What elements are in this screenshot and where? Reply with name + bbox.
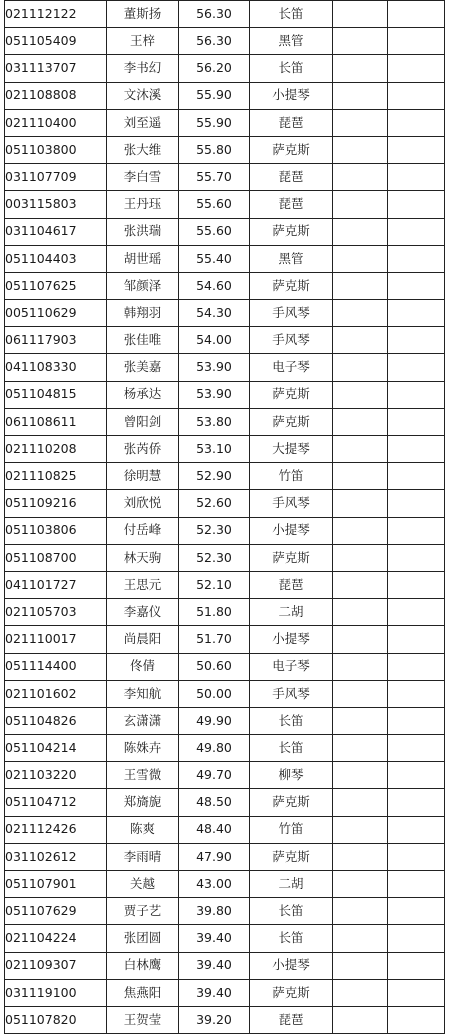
- empty-cell: [388, 735, 445, 762]
- student-id-cell: 021110208: [5, 436, 107, 463]
- empty-cell: [333, 109, 388, 136]
- score-cell: 55.60: [179, 218, 250, 245]
- empty-cell: [333, 707, 388, 734]
- student-name-cell: 王梓: [107, 28, 179, 55]
- table-row: [5, 707, 445, 734]
- score-cell: 49.80: [179, 735, 250, 762]
- empty-cell: [388, 871, 445, 898]
- empty-cell: [333, 463, 388, 490]
- empty-cell: [333, 136, 388, 163]
- table-row: [5, 680, 445, 707]
- table-row: [5, 1, 445, 28]
- student-name-cell: 张洪瑞: [107, 218, 179, 245]
- empty-cell: [333, 735, 388, 762]
- table-row: [5, 571, 445, 598]
- student-name-cell: 刘欣悦: [107, 490, 179, 517]
- score-cell: 53.90: [179, 354, 250, 381]
- instrument-cell: 黑管: [250, 28, 333, 55]
- student-name-cell: 张美嘉: [107, 354, 179, 381]
- student-id-cell: 041101727: [5, 571, 107, 598]
- score-cell: 49.70: [179, 762, 250, 789]
- empty-cell: [388, 952, 445, 979]
- student-id-cell: 031113707: [5, 55, 107, 82]
- score-cell: 55.40: [179, 245, 250, 272]
- score-cell: 54.60: [179, 272, 250, 299]
- empty-cell: [333, 952, 388, 979]
- student-id-cell: 051105409: [5, 28, 107, 55]
- empty-cell: [388, 463, 445, 490]
- instrument-cell: 柳琴: [250, 762, 333, 789]
- instrument-cell: 手风琴: [250, 680, 333, 707]
- student-id-cell: 005110629: [5, 300, 107, 327]
- table-row: [5, 843, 445, 870]
- score-cell: 51.80: [179, 599, 250, 626]
- instrument-cell: 萨克斯: [250, 979, 333, 1006]
- instrument-cell: 长笛: [250, 707, 333, 734]
- score-cell: 55.90: [179, 82, 250, 109]
- instrument-cell: 黑管: [250, 245, 333, 272]
- student-name-cell: 林天驹: [107, 544, 179, 571]
- instrument-cell: 琵琶: [250, 191, 333, 218]
- student-name-cell: 李知航: [107, 680, 179, 707]
- student-id-cell: 021108808: [5, 82, 107, 109]
- table-row: [5, 626, 445, 653]
- empty-cell: [388, 789, 445, 816]
- empty-cell: [388, 517, 445, 544]
- student-id-cell: 021110017: [5, 626, 107, 653]
- student-id-cell: 003115803: [5, 191, 107, 218]
- score-cell: 53.10: [179, 436, 250, 463]
- empty-cell: [333, 28, 388, 55]
- instrument-cell: 小提琴: [250, 626, 333, 653]
- student-name-cell: 张佳唯: [107, 327, 179, 354]
- table-row: [5, 735, 445, 762]
- empty-cell: [333, 164, 388, 191]
- score-cell: 48.40: [179, 816, 250, 843]
- student-name-cell: 文沐溪: [107, 82, 179, 109]
- instrument-cell: 二胡: [250, 599, 333, 626]
- table-row: [5, 925, 445, 952]
- student-name-cell: 李白雪: [107, 164, 179, 191]
- table-row: [5, 871, 445, 898]
- score-cell: 43.00: [179, 871, 250, 898]
- student-id-cell: 051104403: [5, 245, 107, 272]
- empty-cell: [388, 136, 445, 163]
- student-id-cell: 021110400: [5, 109, 107, 136]
- table-row: [5, 327, 445, 354]
- student-id-cell: 021101602: [5, 680, 107, 707]
- empty-cell: [388, 82, 445, 109]
- score-cell: 56.30: [179, 28, 250, 55]
- instrument-cell: 萨克斯: [250, 218, 333, 245]
- student-id-cell: 051107625: [5, 272, 107, 299]
- student-id-cell: 031104617: [5, 218, 107, 245]
- empty-cell: [388, 680, 445, 707]
- student-id-cell: 051107901: [5, 871, 107, 898]
- empty-cell: [333, 843, 388, 870]
- empty-cell: [333, 979, 388, 1006]
- empty-cell: [388, 925, 445, 952]
- score-cell: 55.60: [179, 191, 250, 218]
- instrument-cell: 竹笛: [250, 816, 333, 843]
- empty-cell: [388, 408, 445, 435]
- instrument-cell: 长笛: [250, 55, 333, 82]
- table-row: [5, 762, 445, 789]
- score-cell: 39.40: [179, 925, 250, 952]
- table-row: [5, 816, 445, 843]
- instrument-cell: 萨克斯: [250, 843, 333, 870]
- student-name-cell: 李嘉仪: [107, 599, 179, 626]
- student-name-cell: 张大维: [107, 136, 179, 163]
- student-name-cell: 陈姝卉: [107, 735, 179, 762]
- score-cell: 52.30: [179, 517, 250, 544]
- table-row: [5, 245, 445, 272]
- empty-cell: [388, 109, 445, 136]
- student-name-cell: 王雪微: [107, 762, 179, 789]
- table-row: [5, 109, 445, 136]
- student-id-cell: 021112426: [5, 816, 107, 843]
- table-row: [5, 436, 445, 463]
- student-name-cell: 关越: [107, 871, 179, 898]
- score-cell: 52.30: [179, 544, 250, 571]
- empty-cell: [333, 816, 388, 843]
- table-row: [5, 300, 445, 327]
- table-row: [5, 979, 445, 1006]
- student-name-cell: 玄潇潇: [107, 707, 179, 734]
- student-name-cell: 贾子艺: [107, 898, 179, 925]
- empty-cell: [388, 436, 445, 463]
- score-cell: 56.30: [179, 1, 250, 28]
- student-name-cell: 张团圆: [107, 925, 179, 952]
- empty-cell: [333, 490, 388, 517]
- student-name-cell: 王贺莹: [107, 1006, 179, 1033]
- score-cell: 54.00: [179, 327, 250, 354]
- table-row: [5, 517, 445, 544]
- student-id-cell: 051104815: [5, 381, 107, 408]
- empty-cell: [388, 191, 445, 218]
- results-table-body: [5, 1, 445, 1034]
- empty-cell: [388, 898, 445, 925]
- student-id-cell: 041108330: [5, 354, 107, 381]
- score-cell: 39.40: [179, 952, 250, 979]
- score-sheet: [4, 0, 445, 1034]
- empty-cell: [388, 571, 445, 598]
- student-name-cell: 尚晨阳: [107, 626, 179, 653]
- instrument-cell: 琵琶: [250, 164, 333, 191]
- empty-cell: [333, 55, 388, 82]
- instrument-cell: 萨克斯: [250, 408, 333, 435]
- table-row: [5, 544, 445, 571]
- student-name-cell: 付岳峰: [107, 517, 179, 544]
- student-name-cell: 王丹珏: [107, 191, 179, 218]
- table-row: [5, 55, 445, 82]
- empty-cell: [388, 843, 445, 870]
- score-cell: 48.50: [179, 789, 250, 816]
- empty-cell: [333, 544, 388, 571]
- table-row: [5, 28, 445, 55]
- table-row: [5, 952, 445, 979]
- instrument-cell: 电子琴: [250, 653, 333, 680]
- empty-cell: [388, 354, 445, 381]
- student-name-cell: 郑旖旎: [107, 789, 179, 816]
- student-id-cell: 021104224: [5, 925, 107, 952]
- table-row: [5, 218, 445, 245]
- student-name-cell: 佟倩: [107, 653, 179, 680]
- empty-cell: [388, 218, 445, 245]
- empty-cell: [333, 381, 388, 408]
- student-id-cell: 021112122: [5, 1, 107, 28]
- empty-cell: [333, 762, 388, 789]
- empty-cell: [388, 381, 445, 408]
- score-cell: 55.70: [179, 164, 250, 191]
- instrument-cell: 长笛: [250, 898, 333, 925]
- instrument-cell: 竹笛: [250, 463, 333, 490]
- empty-cell: [388, 1006, 445, 1033]
- instrument-cell: 琵琶: [250, 571, 333, 598]
- table-row: [5, 653, 445, 680]
- instrument-cell: 手风琴: [250, 490, 333, 517]
- table-row: [5, 272, 445, 299]
- empty-cell: [388, 327, 445, 354]
- student-name-cell: 王思元: [107, 571, 179, 598]
- score-cell: 55.90: [179, 109, 250, 136]
- student-name-cell: 白林鹰: [107, 952, 179, 979]
- empty-cell: [333, 354, 388, 381]
- score-cell: 39.20: [179, 1006, 250, 1033]
- table-row: [5, 381, 445, 408]
- instrument-cell: 萨克斯: [250, 544, 333, 571]
- instrument-cell: 小提琴: [250, 952, 333, 979]
- instrument-cell: 小提琴: [250, 517, 333, 544]
- student-name-cell: 董斯扬: [107, 1, 179, 28]
- empty-cell: [333, 789, 388, 816]
- empty-cell: [388, 599, 445, 626]
- empty-cell: [333, 408, 388, 435]
- instrument-cell: 长笛: [250, 1, 333, 28]
- empty-cell: [388, 979, 445, 1006]
- instrument-cell: 萨克斯: [250, 272, 333, 299]
- table-row: [5, 898, 445, 925]
- student-id-cell: 031119100: [5, 979, 107, 1006]
- empty-cell: [333, 245, 388, 272]
- empty-cell: [388, 544, 445, 571]
- empty-cell: [388, 164, 445, 191]
- empty-cell: [333, 517, 388, 544]
- empty-cell: [333, 626, 388, 653]
- student-name-cell: 陈爽: [107, 816, 179, 843]
- empty-cell: [333, 191, 388, 218]
- score-cell: 50.00: [179, 680, 250, 707]
- score-cell: 53.80: [179, 408, 250, 435]
- empty-cell: [388, 1, 445, 28]
- student-id-cell: 031102612: [5, 843, 107, 870]
- student-id-cell: 051104826: [5, 707, 107, 734]
- instrument-cell: 长笛: [250, 925, 333, 952]
- score-cell: 52.90: [179, 463, 250, 490]
- empty-cell: [333, 272, 388, 299]
- empty-cell: [333, 680, 388, 707]
- student-id-cell: 051114400: [5, 653, 107, 680]
- empty-cell: [388, 245, 445, 272]
- student-name-cell: 李书幻: [107, 55, 179, 82]
- empty-cell: [333, 898, 388, 925]
- student-name-cell: 邹颜泽: [107, 272, 179, 299]
- empty-cell: [333, 82, 388, 109]
- student-id-cell: 051108700: [5, 544, 107, 571]
- instrument-cell: 萨克斯: [250, 789, 333, 816]
- score-cell: 56.20: [179, 55, 250, 82]
- empty-cell: [333, 300, 388, 327]
- score-cell: 54.30: [179, 300, 250, 327]
- empty-cell: [333, 925, 388, 952]
- instrument-cell: 电子琴: [250, 354, 333, 381]
- empty-cell: [388, 55, 445, 82]
- score-cell: 39.40: [179, 979, 250, 1006]
- student-name-cell: 徐明慧: [107, 463, 179, 490]
- table-row: [5, 354, 445, 381]
- empty-cell: [333, 1006, 388, 1033]
- student-name-cell: 胡世瑶: [107, 245, 179, 272]
- student-id-cell: 061108611: [5, 408, 107, 435]
- empty-cell: [388, 28, 445, 55]
- score-cell: 47.90: [179, 843, 250, 870]
- table-row: [5, 490, 445, 517]
- score-cell: 53.90: [179, 381, 250, 408]
- student-name-cell: 刘至遥: [107, 109, 179, 136]
- empty-cell: [333, 571, 388, 598]
- empty-cell: [333, 436, 388, 463]
- student-id-cell: 051104214: [5, 735, 107, 762]
- table-row: [5, 1006, 445, 1033]
- instrument-cell: 二胡: [250, 871, 333, 898]
- table-row: [5, 463, 445, 490]
- instrument-cell: 琵琶: [250, 1006, 333, 1033]
- table-row: [5, 136, 445, 163]
- results-table: [4, 0, 445, 1034]
- empty-cell: [333, 871, 388, 898]
- empty-cell: [388, 490, 445, 517]
- student-id-cell: 051104712: [5, 789, 107, 816]
- student-name-cell: 张芮侨: [107, 436, 179, 463]
- empty-cell: [388, 300, 445, 327]
- student-id-cell: 051107820: [5, 1006, 107, 1033]
- student-id-cell: 021110825: [5, 463, 107, 490]
- student-id-cell: 051107629: [5, 898, 107, 925]
- student-name-cell: 杨承达: [107, 381, 179, 408]
- empty-cell: [333, 218, 388, 245]
- student-id-cell: 021103220: [5, 762, 107, 789]
- table-row: [5, 164, 445, 191]
- empty-cell: [388, 707, 445, 734]
- score-cell: 49.90: [179, 707, 250, 734]
- student-id-cell: 031107709: [5, 164, 107, 191]
- instrument-cell: 大提琴: [250, 436, 333, 463]
- student-id-cell: 021109307: [5, 952, 107, 979]
- student-id-cell: 021105703: [5, 599, 107, 626]
- empty-cell: [333, 327, 388, 354]
- empty-cell: [333, 653, 388, 680]
- score-cell: 52.10: [179, 571, 250, 598]
- empty-cell: [388, 272, 445, 299]
- empty-cell: [388, 653, 445, 680]
- empty-cell: [388, 762, 445, 789]
- student-id-cell: 061117903: [5, 327, 107, 354]
- table-row: [5, 408, 445, 435]
- table-row: [5, 191, 445, 218]
- student-id-cell: 051103806: [5, 517, 107, 544]
- empty-cell: [388, 626, 445, 653]
- student-name-cell: 焦燕阳: [107, 979, 179, 1006]
- instrument-cell: 长笛: [250, 735, 333, 762]
- empty-cell: [333, 599, 388, 626]
- instrument-cell: 萨克斯: [250, 136, 333, 163]
- score-cell: 52.60: [179, 490, 250, 517]
- student-id-cell: 051109216: [5, 490, 107, 517]
- student-name-cell: 曾阳剑: [107, 408, 179, 435]
- instrument-cell: 手风琴: [250, 327, 333, 354]
- table-row: [5, 599, 445, 626]
- instrument-cell: 小提琴: [250, 82, 333, 109]
- table-row: [5, 82, 445, 109]
- score-cell: 51.70: [179, 626, 250, 653]
- empty-cell: [333, 1, 388, 28]
- student-id-cell: 051103800: [5, 136, 107, 163]
- student-name-cell: 李雨晴: [107, 843, 179, 870]
- score-cell: 55.80: [179, 136, 250, 163]
- instrument-cell: 琵琶: [250, 109, 333, 136]
- instrument-cell: 手风琴: [250, 300, 333, 327]
- student-name-cell: 韩翔羽: [107, 300, 179, 327]
- score-cell: 39.80: [179, 898, 250, 925]
- empty-cell: [388, 816, 445, 843]
- instrument-cell: 萨克斯: [250, 381, 333, 408]
- score-cell: 50.60: [179, 653, 250, 680]
- table-row: [5, 789, 445, 816]
